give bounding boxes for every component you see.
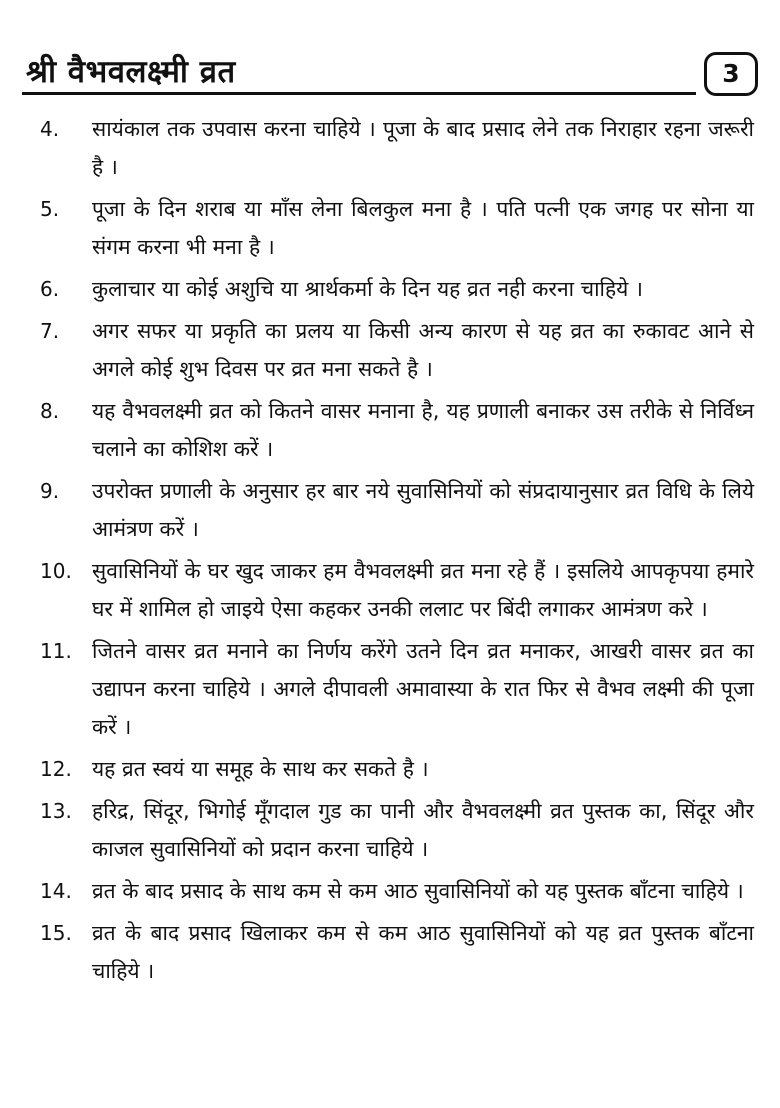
list-item-number: 6. bbox=[40, 277, 60, 301]
list-item bbox=[40, 110, 754, 186]
list-item-number: 14. bbox=[40, 879, 72, 903]
list-item bbox=[40, 312, 754, 388]
list-item bbox=[40, 472, 754, 548]
list-item-number: 4. bbox=[40, 117, 60, 141]
list-item-number: 15. bbox=[40, 921, 72, 945]
list-item-text: उपरोक्त प्रणाली के अनुसार हर बार नये सुवासिनियों को संप्रदायानुसार व्रत विधि के लिये आमंत्रण करें । bbox=[92, 479, 754, 541]
list-item-text: व्रत के बाद प्रसाद खिलाकर कम से कम आठ सुवासिनियों को यह व्रत पुस्तक बाँटना चाहिये । bbox=[92, 921, 754, 983]
list-item bbox=[40, 914, 754, 990]
list-item-number: 9. bbox=[40, 479, 60, 503]
list-item bbox=[40, 632, 754, 746]
page-header bbox=[22, 42, 758, 98]
list-item-number: 8. bbox=[40, 399, 60, 423]
list-item-text: कुलाचार या कोई अशुचि या श्रार्थकर्मा के दिन यह व्रत नही करना चाहिये । bbox=[92, 277, 643, 301]
header-rule bbox=[22, 92, 696, 95]
list-item bbox=[40, 872, 754, 910]
list-item-number: 5. bbox=[40, 197, 60, 221]
list-item-text: यह वैभवलक्ष्मी व्रत को कितने वासर मनाना है, यह प्रणाली बनाकर उस तरीके से निर्विध्न चलाने का कोशिश करें । bbox=[92, 399, 754, 461]
list-item-number: 13. bbox=[40, 799, 72, 823]
page-number-badge: 3 bbox=[704, 52, 758, 96]
list-item bbox=[40, 792, 754, 868]
list-item bbox=[40, 270, 754, 308]
list-item bbox=[40, 392, 754, 468]
list-item-text: व्रत के बाद प्रसाद के साथ कम से कम आठ सुवासिनियों को यह पुस्तक बाँटना चाहिये । bbox=[92, 879, 744, 903]
page-title: श्री वैभवलक्ष्मी व्रत bbox=[26, 54, 236, 90]
list-item-text: हरिद्र, सिंदूर, भिगोई मूँगदाल गुड का पानी और वैभवलक्ष्मी व्रत पुस्तक का, सिंदूर और काजल सुवासिनियों को प्रदान करना चाहिये । bbox=[92, 799, 754, 861]
list-item-text: जितने वासर व्रत मनाने का निर्णय करेंगे उतने दिन व्रत मनाकर, आखरी वासर व्रत का उद्यापन करना चाहिये । अगले दीपावली अमावास्या के रात फिर से वैभव लक्ष्मी की पूजा करें । bbox=[92, 639, 754, 739]
list-item-text: सायंकाल तक उपवास करना चाहिये । पूजा के बाद प्रसाद लेने तक निराहार रहना जरूरी है । bbox=[92, 117, 754, 179]
list-item-text: पूजा के दिन शराब या माँस लेना बिलकुल मना है । पति पत्नी एक जगह पर सोना या संगम करना भी मना है । bbox=[92, 197, 754, 259]
list-item-number: 12. bbox=[40, 757, 72, 781]
list-item bbox=[40, 190, 754, 266]
list-item-text: यह व्रत स्वयं या समूह के साथ कर सकते है । bbox=[92, 757, 429, 781]
list-item-number: 7. bbox=[40, 319, 60, 343]
list-item-text: सुवासिनियों के घर खुद जाकर हम वैभवलक्ष्मी व्रत मना रहे हैं । इसलिये आपकृपया हमारे घर में शामिल हो जाइये ऐसा कहकर उनकी ललाट पर बिंदी लगाकर आमंत्रण करे । bbox=[92, 559, 754, 621]
instruction-list bbox=[40, 110, 754, 994]
list-item-number: 11. bbox=[40, 639, 72, 663]
list-item-text: अगर सफर या प्रकृति का प्रलय या किसी अन्य कारण से यह व्रत का रुकावट आने से अगले कोई शुभ दिवस पर व्रत मना सकते है । bbox=[92, 319, 754, 381]
list-item-number: 10. bbox=[40, 559, 72, 583]
list-item bbox=[40, 552, 754, 628]
list-item bbox=[40, 750, 754, 788]
